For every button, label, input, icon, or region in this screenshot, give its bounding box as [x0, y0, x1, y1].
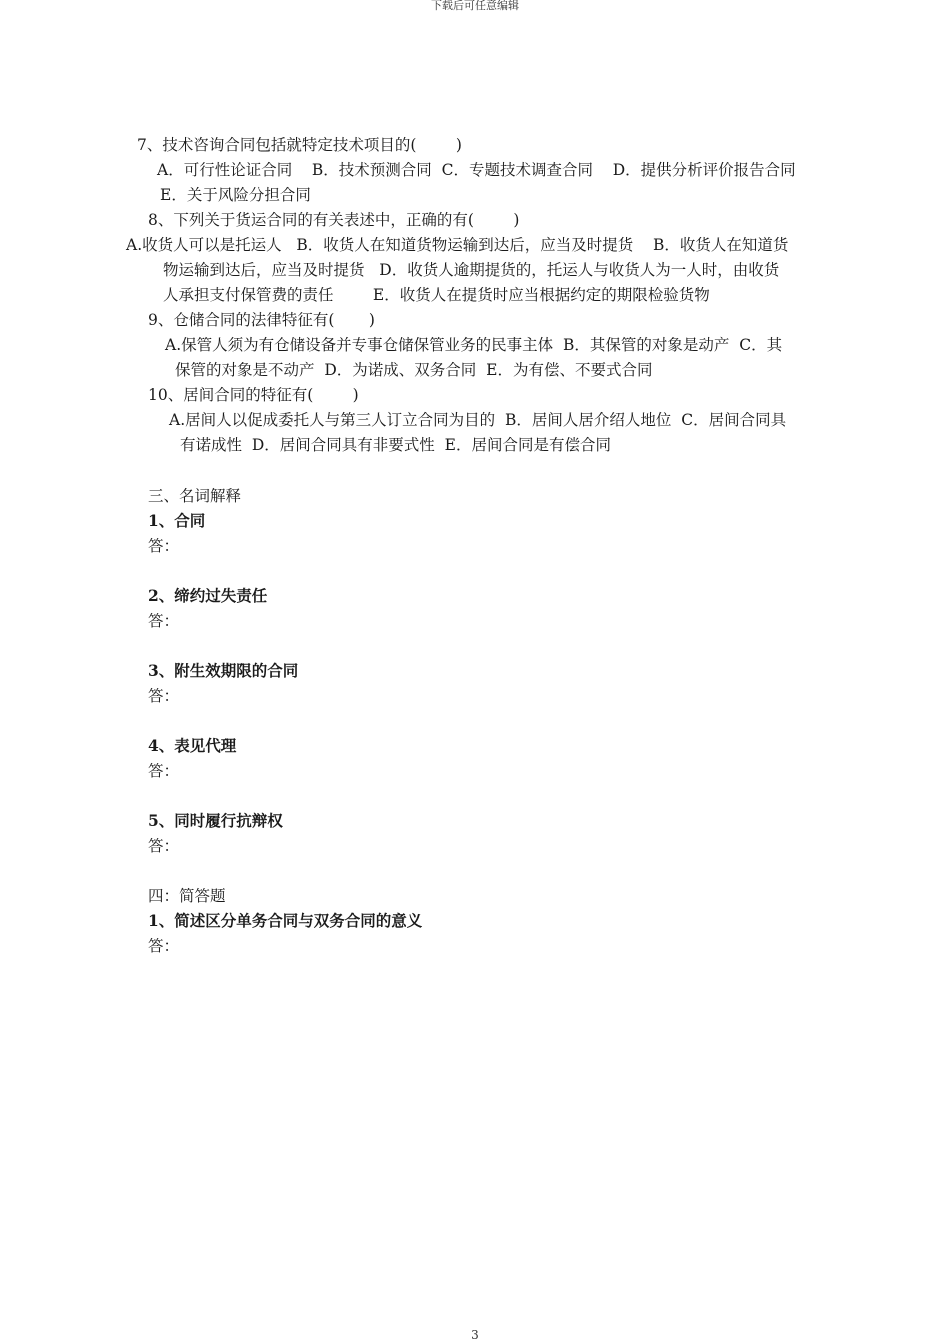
question-7-stem: 7、技术咨询合同包括就特定技术项目的( ) — [137, 136, 462, 154]
answer-label: 答： — [148, 612, 180, 630]
question-9-stem: 9、仓储合同的法律特征有( ) — [148, 311, 375, 329]
section-title: 三、名词解释 — [148, 487, 242, 505]
question-10-options: A.居间人以促成委托人与第三人订立合同为目的 B．居间人居介绍人地位 C．居间合同具 — [169, 411, 787, 429]
question-10-options-cont: 有诺成性 D．居间合同具有非要式性 E．居间合同是有偿合同 — [180, 436, 611, 454]
page-header: 下载后可任意编辑 — [431, 0, 519, 12]
question-heading: 1、简述区分单务合同与双务合同的意义 — [148, 911, 423, 930]
question-7-options: A．可行性论证合同 B．技术预测合同 C．专题技术调查合同 D．提供分析评价报告合同 — [157, 161, 796, 179]
answer-label: 答： — [148, 537, 180, 555]
term-heading: 2、缔约过失责任 — [148, 586, 268, 605]
term-heading: 3、附生效期限的合同 — [148, 661, 299, 680]
term-heading: 1、合同 — [148, 511, 206, 530]
section-title: 四：简答题 — [148, 887, 226, 905]
answer-label: 答： — [148, 837, 180, 855]
answer-label: 答： — [148, 762, 180, 780]
question-10-stem: 10、居间合同的特征有( ) — [148, 386, 359, 404]
answer-label: 答： — [148, 937, 180, 955]
term-heading: 4、表见代理 — [148, 736, 237, 755]
question-8-stem: 8、下列关于货运合同的有关表述中，正确的有( ) — [148, 211, 520, 229]
page-number: 3 — [471, 1328, 479, 1342]
term-heading: 5、同时履行抗辩权 — [148, 811, 283, 830]
question-7-options-cont: E．关于风险分担合同 — [160, 186, 311, 204]
answer-label: 答： — [148, 687, 180, 705]
question-8-options: A.收货人可以是托运人 B．收货人在知道货物运输到达后，应当及时提货 B．收货人在知道货 — [126, 236, 789, 254]
question-9-options-cont: 保管的对象是不动产 D．为诺成、双务合同 E．为有偿、不要式合同 — [175, 361, 653, 379]
question-8-options-cont: 物运输到达后，应当及时提货 D．收货人逾期提货的，托运人与收货人为一人时，由收货 — [163, 261, 780, 279]
question-8-options-cont: 人承担支付保管费的责任 E．收货人在提货时应当根据约定的期限检验货物 — [163, 286, 710, 304]
question-9-options: A.保管人须为有仓储设备并专事仓储保管业务的民事主体 B．其保管的对象是动产 C．其 — [165, 336, 783, 354]
